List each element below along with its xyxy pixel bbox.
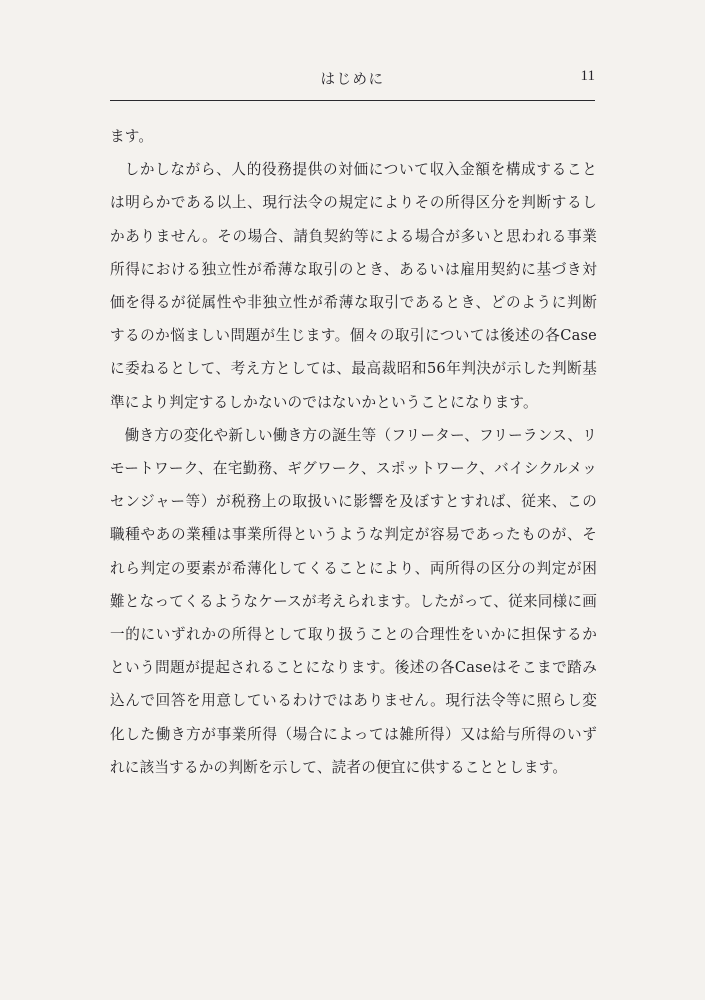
paragraph: ます。 bbox=[110, 128, 154, 145]
page-header bbox=[110, 68, 595, 98]
header-title: はじめに bbox=[320, 72, 385, 88]
header-divider bbox=[110, 100, 595, 101]
paragraph: しかしながら、人的役務提供の対価について収入金額を構成することは明らかである以上、現行法令の規定によりその所得区分を判断するしかありません。その場合、請負契約等による場合が多いと思われる事業所得における独立性が希薄な取引のとき、あるいは雇用契約に基づき対価を得るが従属性や非独立性が希薄な取引であるとき、どのように判断するのか悩ましい問題が生じます。個々の取引については後述の各Caseに委ねるとして、考え方としては、最高裁昭和56年判決が示した判断基準により判定するしかないのではないかということになります。 bbox=[110, 161, 597, 411]
paragraph: 働き方の変化や新しい働き方の誕生等（フリーター、フリーランス、リモートワーク、在宅勤務、ギグワーク、スポットワーク、バイシクルメッセンジャー等）が税務上の取扱いに影響を及ぼすとすれば、従来、この職種やあの業種は事業所得というような判定が容易であったものが、それら判定の要素が希薄化してくることにより、両所得の区分の判定が困難となってくるようなケースが考えられます。したがって、従来同様に画一的にいずれかの所得として取り扱うことの合理性をいかに担保するかという問題が提起されることになります。後述の各Caseはそこまで踏み込んで回答を用意しているわけではありません。現行法令等に照らし変化した働き方が事業所得（場合によっては雑所得）又は給与所得のいずれに該当するかの判断を示して、読者の便宜に供することとします。 bbox=[110, 426, 597, 776]
page-number: 11 bbox=[580, 68, 595, 84]
body-text bbox=[110, 120, 597, 784]
